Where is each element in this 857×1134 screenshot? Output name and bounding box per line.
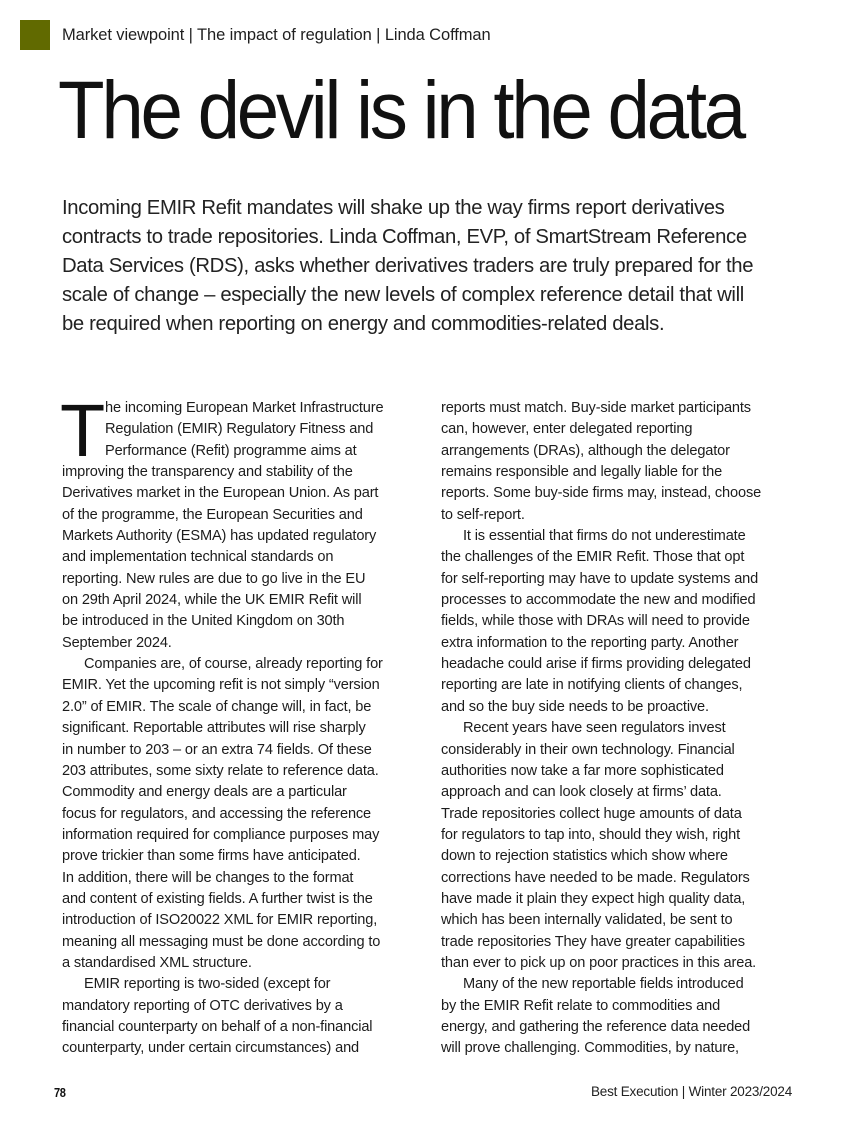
body-line: than ever to pick up on poor practices in this area. [441,954,757,971]
body-line: on 29th April 2024, while the UK EMIR Refit will [62,592,362,609]
body-line: financial counterparty on behalf of a non-financial [62,1018,373,1035]
running-head: Market viewpoint | The impact of regulation | Linda Coffman [62,26,491,44]
body-line: and implementation technical standards on [62,549,334,566]
standfirst-line: contracts to trade repositories. Linda Coffman, EVP, of SmartStream Reference [62,226,747,248]
body-line: Trade repositories collect huge amounts of data [441,805,742,822]
body-line: focus for regulators, and accessing the reference [62,805,372,822]
body-line: Companies are, of course, already reporting for [84,656,383,673]
body-line: the challenges of the EMIR Refit. Those that opt [441,549,745,566]
body-line: 203 attributes, some sixty relate to reference data. [62,762,379,779]
body-line: and so the buy side needs to be proactive. [441,698,709,715]
body-line: reporting are late in notifying clients of changes, [441,677,743,694]
standfirst-line: scale of change – especially the new levels of complex reference detail that will [62,284,744,306]
body-line: Commodity and energy deals are a particular [62,784,347,801]
body-line: in number to 203 – or an extra 74 fields. Of these [62,741,372,758]
body-line: Recent years have seen regulators invest [463,720,726,737]
body-line: have made it plain they expect high quality data, [441,890,746,907]
article-standfirst [62,194,822,339]
body-line: Derivatives market in the European Union. As part [62,485,379,502]
body-line: counterparty, under certain circumstances) and [62,1040,360,1057]
body-line: authorities now take a far more sophisticated [441,762,724,779]
body-line: information required for compliance purposes may [62,826,380,843]
body-line: mandatory reporting of OTC derivatives by a [62,997,343,1014]
body-line: improving the transparency and stability of the [62,464,353,481]
standfirst-line: Incoming EMIR Refit mandates will shake up the way firms report derivatives [62,197,725,219]
body-line: remains responsible and legally liable for the [441,464,723,481]
standfirst-line: Data Services (RDS), asks whether derivatives traders are truly prepared for the [62,255,754,277]
body-line: reporting. New rules are due to go live in the EU [62,570,366,587]
body-line: EMIR. Yet the upcoming refit is not simply “version [62,677,380,694]
body-line: be introduced in the United Kingdom on 30th [62,613,345,630]
body-line: down to rejection statistics which show where [441,848,728,865]
body-line: September 2024. [62,634,172,651]
body-line: which has been internally validated, be sent to [441,912,733,929]
body-line: trade repositories They have greater capabilities [441,933,745,950]
standfirst-line: be required when reporting on energy and commodities-related deals. [62,313,665,335]
body-line: reports. Some buy-side firms may, instead, choose [441,485,762,502]
body-line: he incoming European Market Infrastructure [105,400,384,416]
body-line: It is essential that firms do not underestimate [463,528,746,545]
body-column-right [441,398,796,1060]
body-line: extra information to the reporting party. Another [441,634,739,651]
body-line: EMIR reporting is two-sided (except for [84,976,331,993]
body-line: and content of existing fields. A further twist is the [62,890,373,907]
body-line: corrections have needed to be made. Regulators [441,869,750,886]
body-line: for self-reporting may have to update systems and [441,570,759,587]
body-line: introduction of ISO20022 XML for EMIR reporting, [62,912,378,929]
body-line: Many of the new reportable fields introduced [463,976,744,993]
body-line: by the EMIR Refit relate to commodities and [441,997,721,1014]
body-column-left [62,398,414,1060]
body-line: reports must match. Buy-side market participants [441,400,751,416]
body-line: headache could arise if firms providing delegated [441,656,751,673]
body-line: meaning all messaging must be done according to [62,933,381,950]
body-line: approach and can look closely at firms’ data. [441,784,722,801]
body-line: of the programme, the European Securities and [62,506,363,523]
body-line: for regulators to tap into, should they wish, right [441,826,740,843]
body-line: will prove challenging. Commodities, by nature, [441,1040,739,1057]
body-line: Regulation (EMIR) Regulatory Fitness and [105,421,374,438]
page-number: 78 [54,1085,66,1100]
body-line: fields, while those with DRAs will need to provide [441,613,750,630]
body-line: a standardised XML structure. [62,954,252,971]
article-title: The devil is in the data [58,65,743,156]
body-line: In addition, there will be changes to the format [62,869,354,886]
body-line: 2.0” of EMIR. The scale of change will, in fact, be [62,698,372,715]
publication-footer: Best Execution | Winter 2023/2024 [590,1084,792,1099]
body-line: to self-report. [441,506,525,523]
body-line: Markets Authority (ESMA) has updated regulatory [62,528,377,545]
body-line: can, however, enter delegated reporting [441,421,693,438]
body-line: significant. Reportable attributes will rise sharply [62,720,366,737]
body-line: considerably in their own technology. Financial [441,741,735,758]
brand-color-square [20,20,50,50]
body-line: arrangements (DRAs), although the delegator [441,442,730,459]
body-line: processes to accommodate the new and modified [441,592,756,609]
body-line: energy, and gathering the reference data needed [441,1018,751,1035]
body-line: prove trickier than some firms have anticipated. [62,848,361,865]
body-line: Performance (Refit) programme aims at [105,442,357,459]
drop-cap: T [60,402,106,462]
